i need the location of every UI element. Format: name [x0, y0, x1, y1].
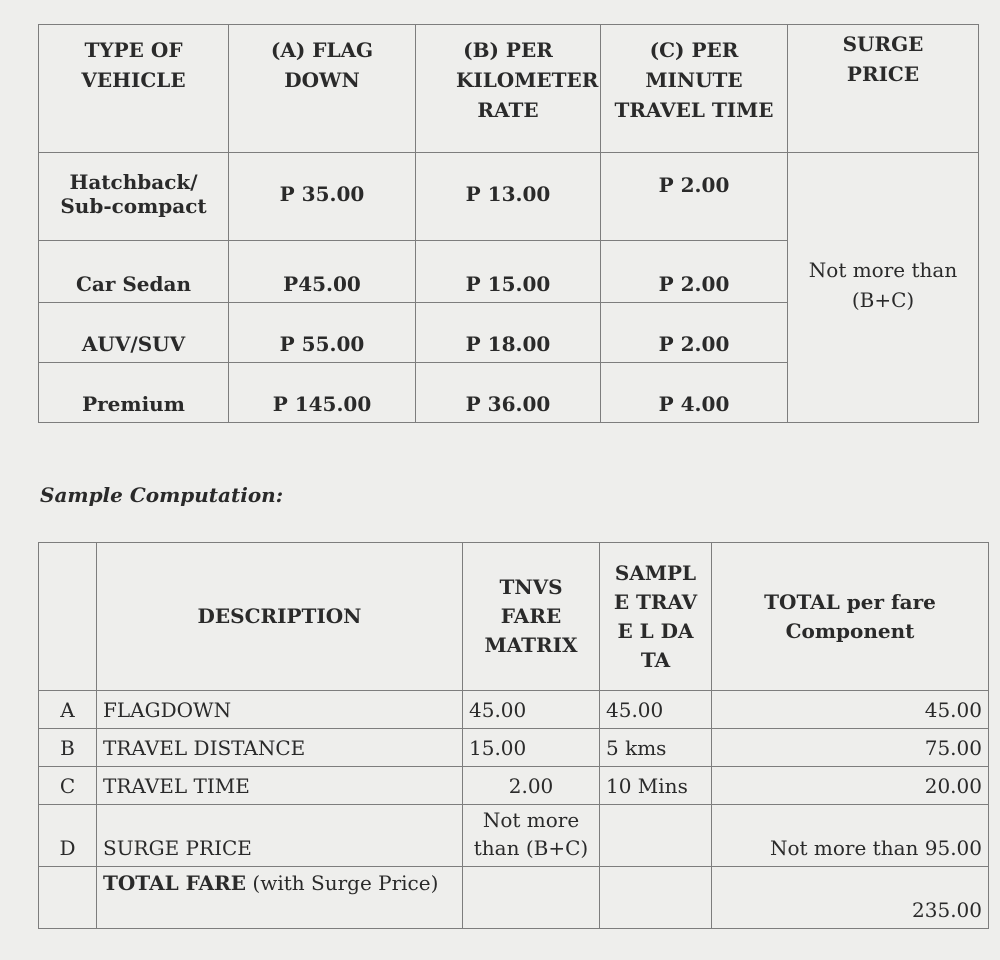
sample-row	[39, 805, 989, 867]
per-km-rate: P 18.00	[416, 303, 601, 363]
row-description: TRAVEL TIME	[97, 767, 463, 805]
vehicle-type: AUV/SUV	[39, 303, 229, 363]
per-km-rate: P 36.00	[416, 363, 601, 423]
row-total: Not more than 95.00	[712, 805, 989, 867]
total-fare-qualifier: (with Surge Price)	[246, 871, 439, 895]
header-letter	[39, 543, 97, 691]
sample-row	[39, 767, 989, 805]
per-km-rate: P 15.00	[416, 241, 601, 303]
vehicle-type: Premium	[39, 363, 229, 423]
header-per-kilometer: (B) PER KILOMETER RATE	[416, 25, 601, 153]
flag-down-rate: P 35.00	[229, 153, 416, 241]
per-minute-rate: P 2.00	[601, 241, 788, 303]
flag-down-rate: P45.00	[229, 241, 416, 303]
per-minute-rate: P 4.00	[601, 363, 788, 423]
surge-price-value: Not more than (B+C)	[788, 153, 979, 423]
total-fare-value: 235.00	[712, 867, 989, 929]
total-letter-cell	[39, 867, 97, 929]
sample-header-row	[39, 543, 989, 691]
fare-matrix-table	[38, 24, 979, 423]
row-matrix-value: 15.00	[463, 729, 600, 767]
per-minute-rate: P 2.00	[601, 303, 788, 363]
flag-down-rate: P 145.00	[229, 363, 416, 423]
row-description: TRAVEL DISTANCE	[97, 729, 463, 767]
row-matrix-value: 2.00	[463, 767, 600, 805]
total-matrix-cell	[463, 867, 600, 929]
fare-header-row	[39, 25, 979, 153]
row-total: 45.00	[712, 691, 989, 729]
row-travel-data	[600, 805, 712, 867]
row-matrix-value: Not more than (B+C)	[463, 805, 600, 867]
row-letter: D	[39, 805, 97, 867]
header-description: DESCRIPTION	[97, 543, 463, 691]
row-total: 75.00	[712, 729, 989, 767]
row-matrix-value: 45.00	[463, 691, 600, 729]
flag-down-rate: P 55.00	[229, 303, 416, 363]
header-travel-data: SAMPL E TRAVE L DATA	[600, 543, 712, 691]
header-total-component: TOTAL per fare Component	[712, 543, 989, 691]
total-fare-row	[39, 867, 989, 929]
vehicle-type: Hatchback/ Sub-compact	[39, 153, 229, 241]
total-fare-description	[97, 867, 463, 929]
row-total: 20.00	[712, 767, 989, 805]
header-fare-matrix: TNVS FARE MATRIX	[463, 543, 600, 691]
total-fare-label: TOTAL FARE	[103, 871, 247, 895]
total-travel-cell	[600, 867, 712, 929]
row-description: SURGE PRICE	[97, 805, 463, 867]
row-travel-data: 10 Mins	[600, 767, 712, 805]
per-km-rate: P 13.00	[416, 153, 601, 241]
sample-computation-label: Sample Computation:	[40, 483, 284, 507]
sample-row	[39, 691, 989, 729]
row-travel-data: 5 kms	[600, 729, 712, 767]
row-letter: A	[39, 691, 97, 729]
sample-row	[39, 729, 989, 767]
header-per-minute: (C) PER MINUTE TRAVEL TIME	[601, 25, 788, 153]
fare-row	[39, 153, 979, 241]
row-description: FLAGDOWN	[97, 691, 463, 729]
sample-computation-table	[38, 542, 989, 929]
header-vehicle-type: TYPE OF VEHICLE	[39, 25, 229, 153]
row-letter: B	[39, 729, 97, 767]
header-surge-price: SURGE PRICE	[788, 25, 979, 153]
vehicle-type: Car Sedan	[39, 241, 229, 303]
row-travel-data: 45.00	[600, 691, 712, 729]
header-flag-down: (A) FLAG DOWN	[229, 25, 416, 153]
per-minute-rate: P 2.00	[601, 153, 788, 241]
row-letter: C	[39, 767, 97, 805]
